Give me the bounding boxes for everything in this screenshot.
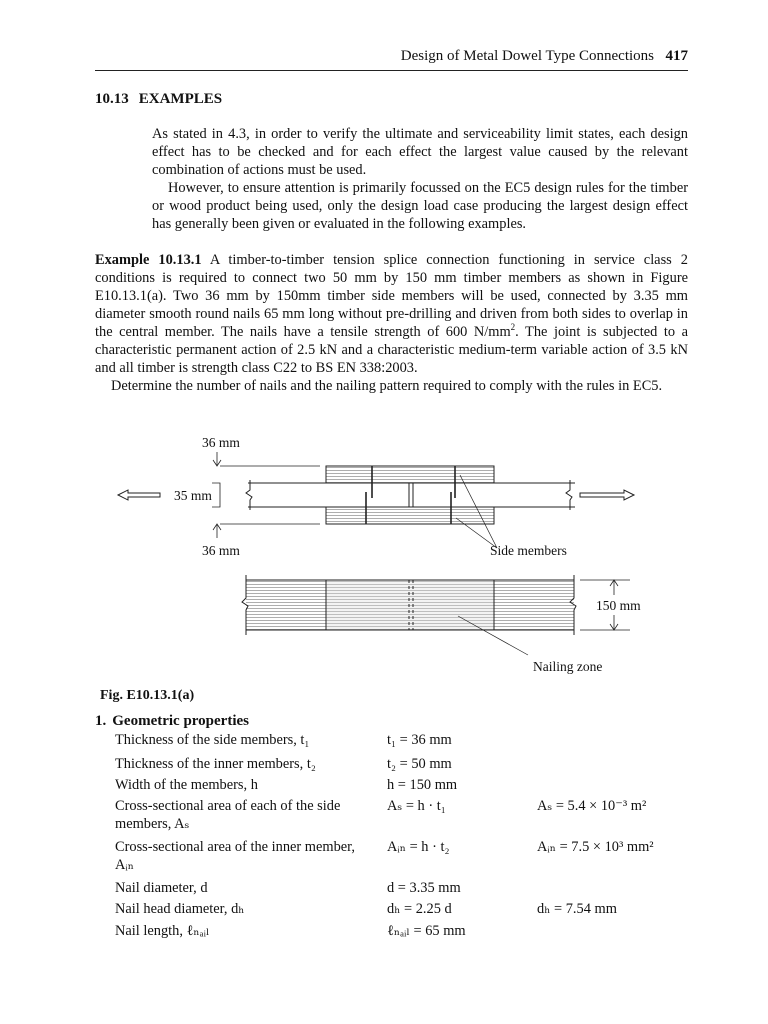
property-value: Aᵢₙ = 7.5 × 10³ mm² [537,839,654,855]
property-formula: Aᵢₙ = h · t₂ [387,839,450,855]
plan-side-member [326,580,494,630]
splice-diagram [100,430,660,680]
property-label: Cross-sectional area of the inner member, Aᵢₙ [115,839,355,873]
property-label: Width of the members, h [115,777,258,793]
intro-paragraph-2 [152,179,688,233]
label-35mm: 35 mm [174,488,212,503]
example-superscript: 2 [510,322,516,333]
plan-view [242,575,630,655]
section-title: EXAMPLES [138,91,223,107]
property-label: Thickness of the side members, t₁ [115,732,310,748]
property-value: dₕ = 7.54 mm [537,901,617,917]
properties-heading [95,713,249,730]
example-paragraph [95,251,688,377]
property-label: Thickness of the inner members, t₂ [115,756,316,772]
load-arrow-right [580,490,634,500]
top-side-member [326,466,494,483]
section-number: 10.13 [95,91,129,107]
property-formula: h = 150 mm [387,777,458,793]
label-side-members: Side members [490,543,567,558]
property-label: Nail length, ℓₙₐᵢₗ [115,923,210,939]
page-number: 417 [665,48,688,64]
figure-caption: Fig. E10.13.1(a) [100,688,195,703]
property-value: Aₛ = 5.4 × 10⁻³ m² [537,798,647,814]
page-header [95,48,688,71]
right-break-line [566,480,572,510]
elevation-view [212,452,575,548]
bottom-side-member [326,507,494,524]
intro-paragraph-2-text: However, to ensure attention is primarily focussed on the EC5 design rules for the timber or wood product being used, only the design load case producing the largest design effect has generally been given or evaluated in the following examples. [152,180,688,232]
example-label: Example 10.13.1 [95,252,202,268]
property-formula: t₁ = 36 mm [387,732,452,748]
example-task [95,377,688,395]
properties-title: Geometric properties [112,713,250,729]
left-break-line [246,480,252,510]
property-label: Cross-sectional area of each of the side members, Aₛ [115,798,341,832]
label-36mm-top: 36 mm [202,435,240,450]
section-heading [95,91,222,108]
example-text-b: . The joint is subjected to a characteristic permanent action of 2.5 kN and a characteristic medium-term variable action of 3.5 kN and all timber is strength class C22 to BS EN 338:2003. [95,324,688,376]
property-formula: dₕ = 2.25 d [387,901,452,917]
properties-number: 1. [95,713,107,729]
label-36mm-bottom: 36 mm [202,543,240,558]
property-formula: d = 3.35 mm [387,880,461,896]
running-title: Design of Metal Dowel Type Connections [400,48,654,64]
property-formula: ℓₙₐᵢₗ = 65 mm [387,923,466,939]
example-text-a: A timber-to-timber tension splice connection functioning in service class 2 conditions is required to connect two 50 mm by 150 mm timber members as shown in Figure E10.13.1(a). Two 36 mm by 150mm timber side members will be used, connected by 3.35 mm diameter smooth round nails 65 mm long without pre-drilling and driven from both sides to overlap in the central member. The nails have a tensile strength of 600 N/mm [95,252,688,340]
label-nailing-zone: Nailing zone [533,659,603,674]
intro-paragraph-1: As stated in 4.3, in order to verify the ultimate and serviceability limit states, each design effect has to be checked and for each effect the largest value caused by the relevant combination of actions must be used. [152,126,688,178]
load-arrow-left [118,490,160,500]
label-150mm: 150 mm [596,598,641,613]
splice-figure [100,430,660,680]
property-formula: t₂ = 50 mm [387,756,452,772]
example-task-text: Determine the number of nails and the nailing pattern required to comply with the rules in EC5. [111,378,663,394]
property-label: Nail head diameter, dₕ [115,901,245,917]
property-label: Nail diameter, d [115,880,208,896]
member-joint [409,483,413,507]
property-formula: Aₛ = h · t₁ [387,798,446,814]
